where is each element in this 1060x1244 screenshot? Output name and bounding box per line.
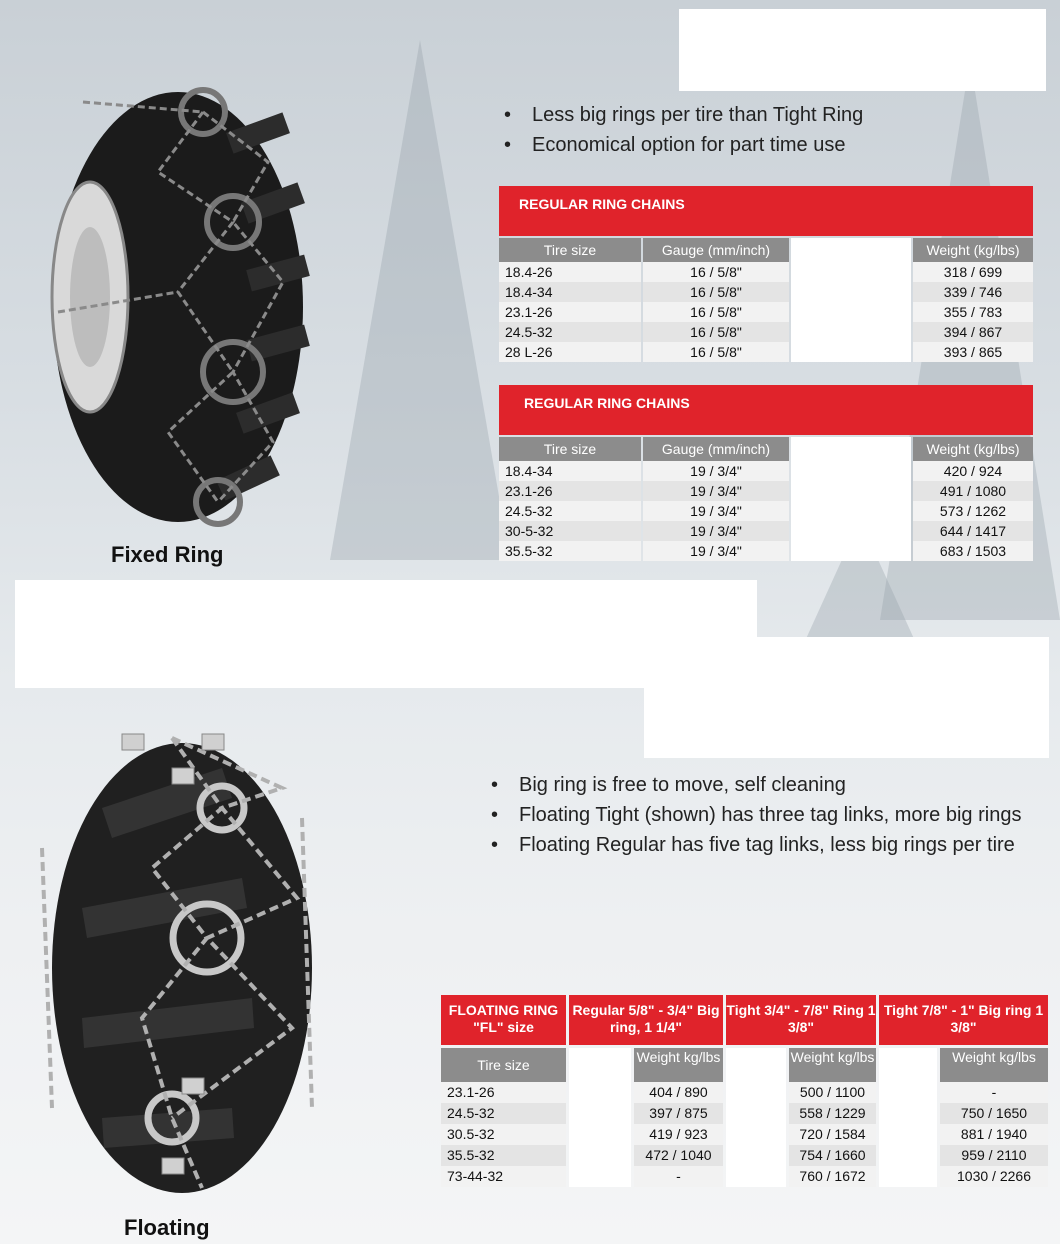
cell: 28 L-26 [499, 342, 641, 362]
blank-cell [791, 501, 911, 521]
cell: 419 / 923 [634, 1124, 723, 1145]
blank-cell [726, 1166, 786, 1187]
cell: 720 / 1584 [789, 1124, 876, 1145]
cell: 683 / 1503 [913, 541, 1033, 561]
table-row [499, 342, 1033, 362]
title-box [679, 9, 1046, 91]
cell: 339 / 746 [913, 282, 1033, 302]
cell: 491 / 1080 [913, 481, 1033, 501]
blank-cell [791, 282, 911, 302]
blank-cell [569, 1124, 631, 1145]
fixed-ring-bullets [498, 100, 863, 160]
blank-cell [791, 262, 911, 282]
cell: 318 / 699 [913, 262, 1033, 282]
cell: - [634, 1166, 723, 1187]
cell: - [940, 1082, 1048, 1103]
cell: 19 / 3/4" [643, 501, 789, 521]
column-subheader: Weight kg/lbs [634, 1048, 723, 1082]
blank-cell [569, 1048, 631, 1082]
cell: 16 / 5/8" [643, 342, 789, 362]
column-header: Tight 7/8" - 1" Big ring 1 3/8" [879, 995, 1048, 1045]
column-header: Gauge (mm/inch) [643, 437, 789, 461]
cell: 19 / 3/4" [643, 521, 789, 541]
cell: 19 / 3/4" [643, 481, 789, 501]
blank-cell [879, 1124, 937, 1145]
column-subheader: Weight kg/lbs [789, 1048, 876, 1082]
table-row [499, 521, 1033, 541]
fixed-ring-caption: Fixed Ring [111, 542, 224, 567]
blank-column [791, 238, 911, 262]
blank-cell [791, 541, 911, 561]
cell: 18.4-34 [499, 461, 641, 481]
cell: 16 / 5/8" [643, 302, 789, 322]
table-row [499, 302, 1033, 322]
table-row [499, 282, 1033, 302]
blank-cell [791, 342, 911, 362]
blank-cell [791, 521, 911, 541]
table-row [441, 1166, 1049, 1187]
cell: 24.5-32 [441, 1103, 566, 1124]
table-row [499, 501, 1033, 521]
table-row [441, 1103, 1049, 1124]
cell: 355 / 783 [913, 302, 1033, 322]
blank-cell [569, 1103, 631, 1124]
cell: 760 / 1672 [789, 1166, 876, 1187]
blank-cell [879, 1048, 937, 1082]
table-row [499, 322, 1033, 342]
blank-cell [879, 1166, 937, 1187]
cell: 500 / 1100 [789, 1082, 876, 1103]
bullet-item: • Big ring is free to move, self cleaning [485, 770, 1045, 800]
table-row [441, 1082, 1049, 1103]
cell: 393 / 865 [913, 342, 1033, 362]
blank-cell [791, 461, 911, 481]
blank-cell [569, 1082, 631, 1103]
blank-cell [791, 481, 911, 501]
bullet-item: • Floating Tight (shown) has three tag links, more big rings [485, 800, 1045, 830]
regular-ring-table-16 [499, 186, 1033, 362]
background-tree [330, 40, 510, 560]
cell: 404 / 890 [634, 1082, 723, 1103]
cell: 394 / 867 [913, 322, 1033, 342]
floating-ring-bullets [485, 770, 1045, 860]
cell: 19 / 3/4" [643, 461, 789, 481]
table-title: REGULAR RING CHAINS [499, 385, 1033, 435]
cell: 16 / 5/8" [643, 322, 789, 342]
blank-cell [726, 1048, 786, 1082]
cell: 558 / 1229 [789, 1103, 876, 1124]
cell: 30-5-32 [499, 521, 641, 541]
floating-ring-table [441, 995, 1049, 1187]
cell: 35.5-32 [441, 1145, 566, 1166]
blank-cell [726, 1124, 786, 1145]
cell: 24.5-32 [499, 322, 641, 342]
bullet-item: • Floating Regular has five tag links, less big rings per tire [485, 830, 1045, 860]
blank-cell [726, 1145, 786, 1166]
cell: 30.5-32 [441, 1124, 566, 1145]
blank-cell [569, 1145, 631, 1166]
column-header: FLOATING RING "FL" size [441, 995, 566, 1045]
blank-cell [726, 1103, 786, 1124]
cell: 16 / 5/8" [643, 262, 789, 282]
table-header-row [499, 238, 1033, 262]
cell: 18.4-34 [499, 282, 641, 302]
cell: 1030 / 2266 [940, 1166, 1048, 1187]
table-body [441, 1082, 1049, 1187]
blank-cell [726, 1082, 786, 1103]
floating-ring-tire-image [22, 728, 332, 1208]
column-header: Tire size [499, 238, 641, 262]
blank-cell [879, 1145, 937, 1166]
column-header: Weight (kg/lbs) [913, 437, 1033, 461]
cell: 24.5-32 [499, 501, 641, 521]
column-header: Tight 3/4" - 7/8" Ring 1 3/8" [726, 995, 876, 1045]
blank-column [791, 437, 911, 461]
bullet-item: • Economical option for part time use [498, 130, 863, 160]
bullet-item: • Less big rings per tire than Tight Ring [498, 100, 863, 130]
blank-cell [791, 322, 911, 342]
column-header: Tire size [499, 437, 641, 461]
table-title: REGULAR RING CHAINS [499, 186, 1033, 236]
cell: 644 / 1417 [913, 521, 1033, 541]
cell: 16 / 5/8" [643, 282, 789, 302]
floating-ring-caption: Floating [124, 1215, 210, 1240]
column-header: Gauge (mm/inch) [643, 238, 789, 262]
table-header-row [499, 437, 1033, 461]
column-header: Weight (kg/lbs) [913, 238, 1033, 262]
regular-ring-table-19 [499, 385, 1033, 561]
blank-cell [569, 1166, 631, 1187]
cell: 23.1-26 [499, 302, 641, 322]
cell: 750 / 1650 [940, 1103, 1048, 1124]
cell: 754 / 1660 [789, 1145, 876, 1166]
table-body [499, 461, 1033, 561]
table-row [441, 1145, 1049, 1166]
section-subtitle-box [644, 637, 1049, 758]
blank-cell [879, 1082, 937, 1103]
cell: 881 / 1940 [940, 1124, 1048, 1145]
cell: 397 / 875 [634, 1103, 723, 1124]
cell: 420 / 924 [913, 461, 1033, 481]
table-row [441, 1124, 1049, 1145]
table-body [499, 262, 1033, 362]
column-header: Regular 5/8" - 3/4" Big ring, 1 1/4" [569, 995, 723, 1045]
cell: 35.5-32 [499, 541, 641, 561]
cell: 573 / 1262 [913, 501, 1033, 521]
fixed-ring-tire-image [28, 82, 318, 532]
cell: 18.4-26 [499, 262, 641, 282]
table-row [499, 262, 1033, 282]
cell: 19 / 3/4" [643, 541, 789, 561]
blank-cell [879, 1103, 937, 1124]
column-subheader: Weight kg/lbs [940, 1048, 1048, 1082]
blank-cell [791, 302, 911, 322]
cell: 73-44-32 [441, 1166, 566, 1187]
table-row [499, 541, 1033, 561]
cell: 23.1-26 [499, 481, 641, 501]
cell: 959 / 2110 [940, 1145, 1048, 1166]
table-header-row [441, 995, 1049, 1045]
column-subheader: Tire size [441, 1048, 566, 1082]
table-row [499, 461, 1033, 481]
table-row [499, 481, 1033, 501]
table-subheader-row [441, 1048, 1049, 1082]
cell: 23.1-26 [441, 1082, 566, 1103]
cell: 472 / 1040 [634, 1145, 723, 1166]
